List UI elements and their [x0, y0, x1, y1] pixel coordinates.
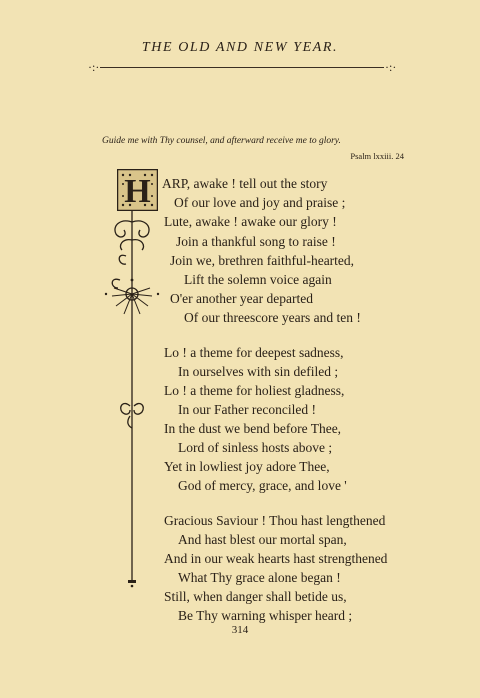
- poem-line: Of our love and joy and praise ;: [174, 195, 346, 210]
- rule-ornament-right: ·:·: [385, 60, 397, 74]
- poem-line: In the dust we bend before Thee,: [164, 421, 342, 436]
- poem-line: ARP, awake ! tell out the story: [162, 176, 328, 191]
- dropcap-ornament: [117, 169, 158, 211]
- header-rule: [100, 67, 384, 68]
- dropcap-letter: H: [124, 173, 151, 210]
- page-title: THE OLD AND NEW YEAR.: [141, 40, 339, 55]
- poem-line: Yet in lowliest joy adore Thee,: [164, 459, 330, 474]
- poem-line: Lift the solemn voice again: [184, 272, 332, 287]
- poem-line: God of mercy, grace, and love ': [178, 478, 347, 493]
- poem-line: Lo ! a theme for holiest gladness,: [164, 383, 345, 398]
- poem-line: Be Thy warning whisper heard ;: [178, 608, 353, 623]
- poem-line: Lord of sinless hosts above ;: [178, 440, 333, 455]
- vine-ornament-icon: [100, 210, 160, 630]
- poem-line: Gracious Saviour ! Thou hast lengthened: [164, 513, 386, 528]
- poem-line: O'er another year departed: [170, 291, 313, 306]
- poem-line: Still, when danger shall betide us,: [164, 589, 347, 604]
- poem-line: Join a thankful song to raise !: [176, 234, 336, 249]
- poem-line: Of our threescore years and ten !: [184, 310, 361, 325]
- poem-line: In ourselves with sin defiled ;: [178, 364, 339, 379]
- epigraph-reference: Psalm lxxiii. 24: [350, 151, 404, 161]
- poem-line: Lo ! a theme for deepest sadness,: [164, 345, 344, 360]
- page-number: 314: [231, 624, 249, 636]
- rule-ornament-left: ·:·: [88, 60, 100, 74]
- poem-line: What Thy grace alone began !: [178, 570, 341, 585]
- poem-line: And hast blest our mortal span,: [178, 532, 347, 547]
- poem-line: Lute, awake ! awake our glory !: [164, 214, 337, 229]
- poem-line: Join we, brethren faithful-hearted,: [170, 253, 355, 268]
- poem-line: In our Father reconciled !: [178, 402, 316, 417]
- epigraph-quote: Guide me with Thy counsel, and afterward receive me to glory.: [102, 136, 341, 146]
- poem-line: And in our weak hearts hast strengthened: [164, 551, 388, 566]
